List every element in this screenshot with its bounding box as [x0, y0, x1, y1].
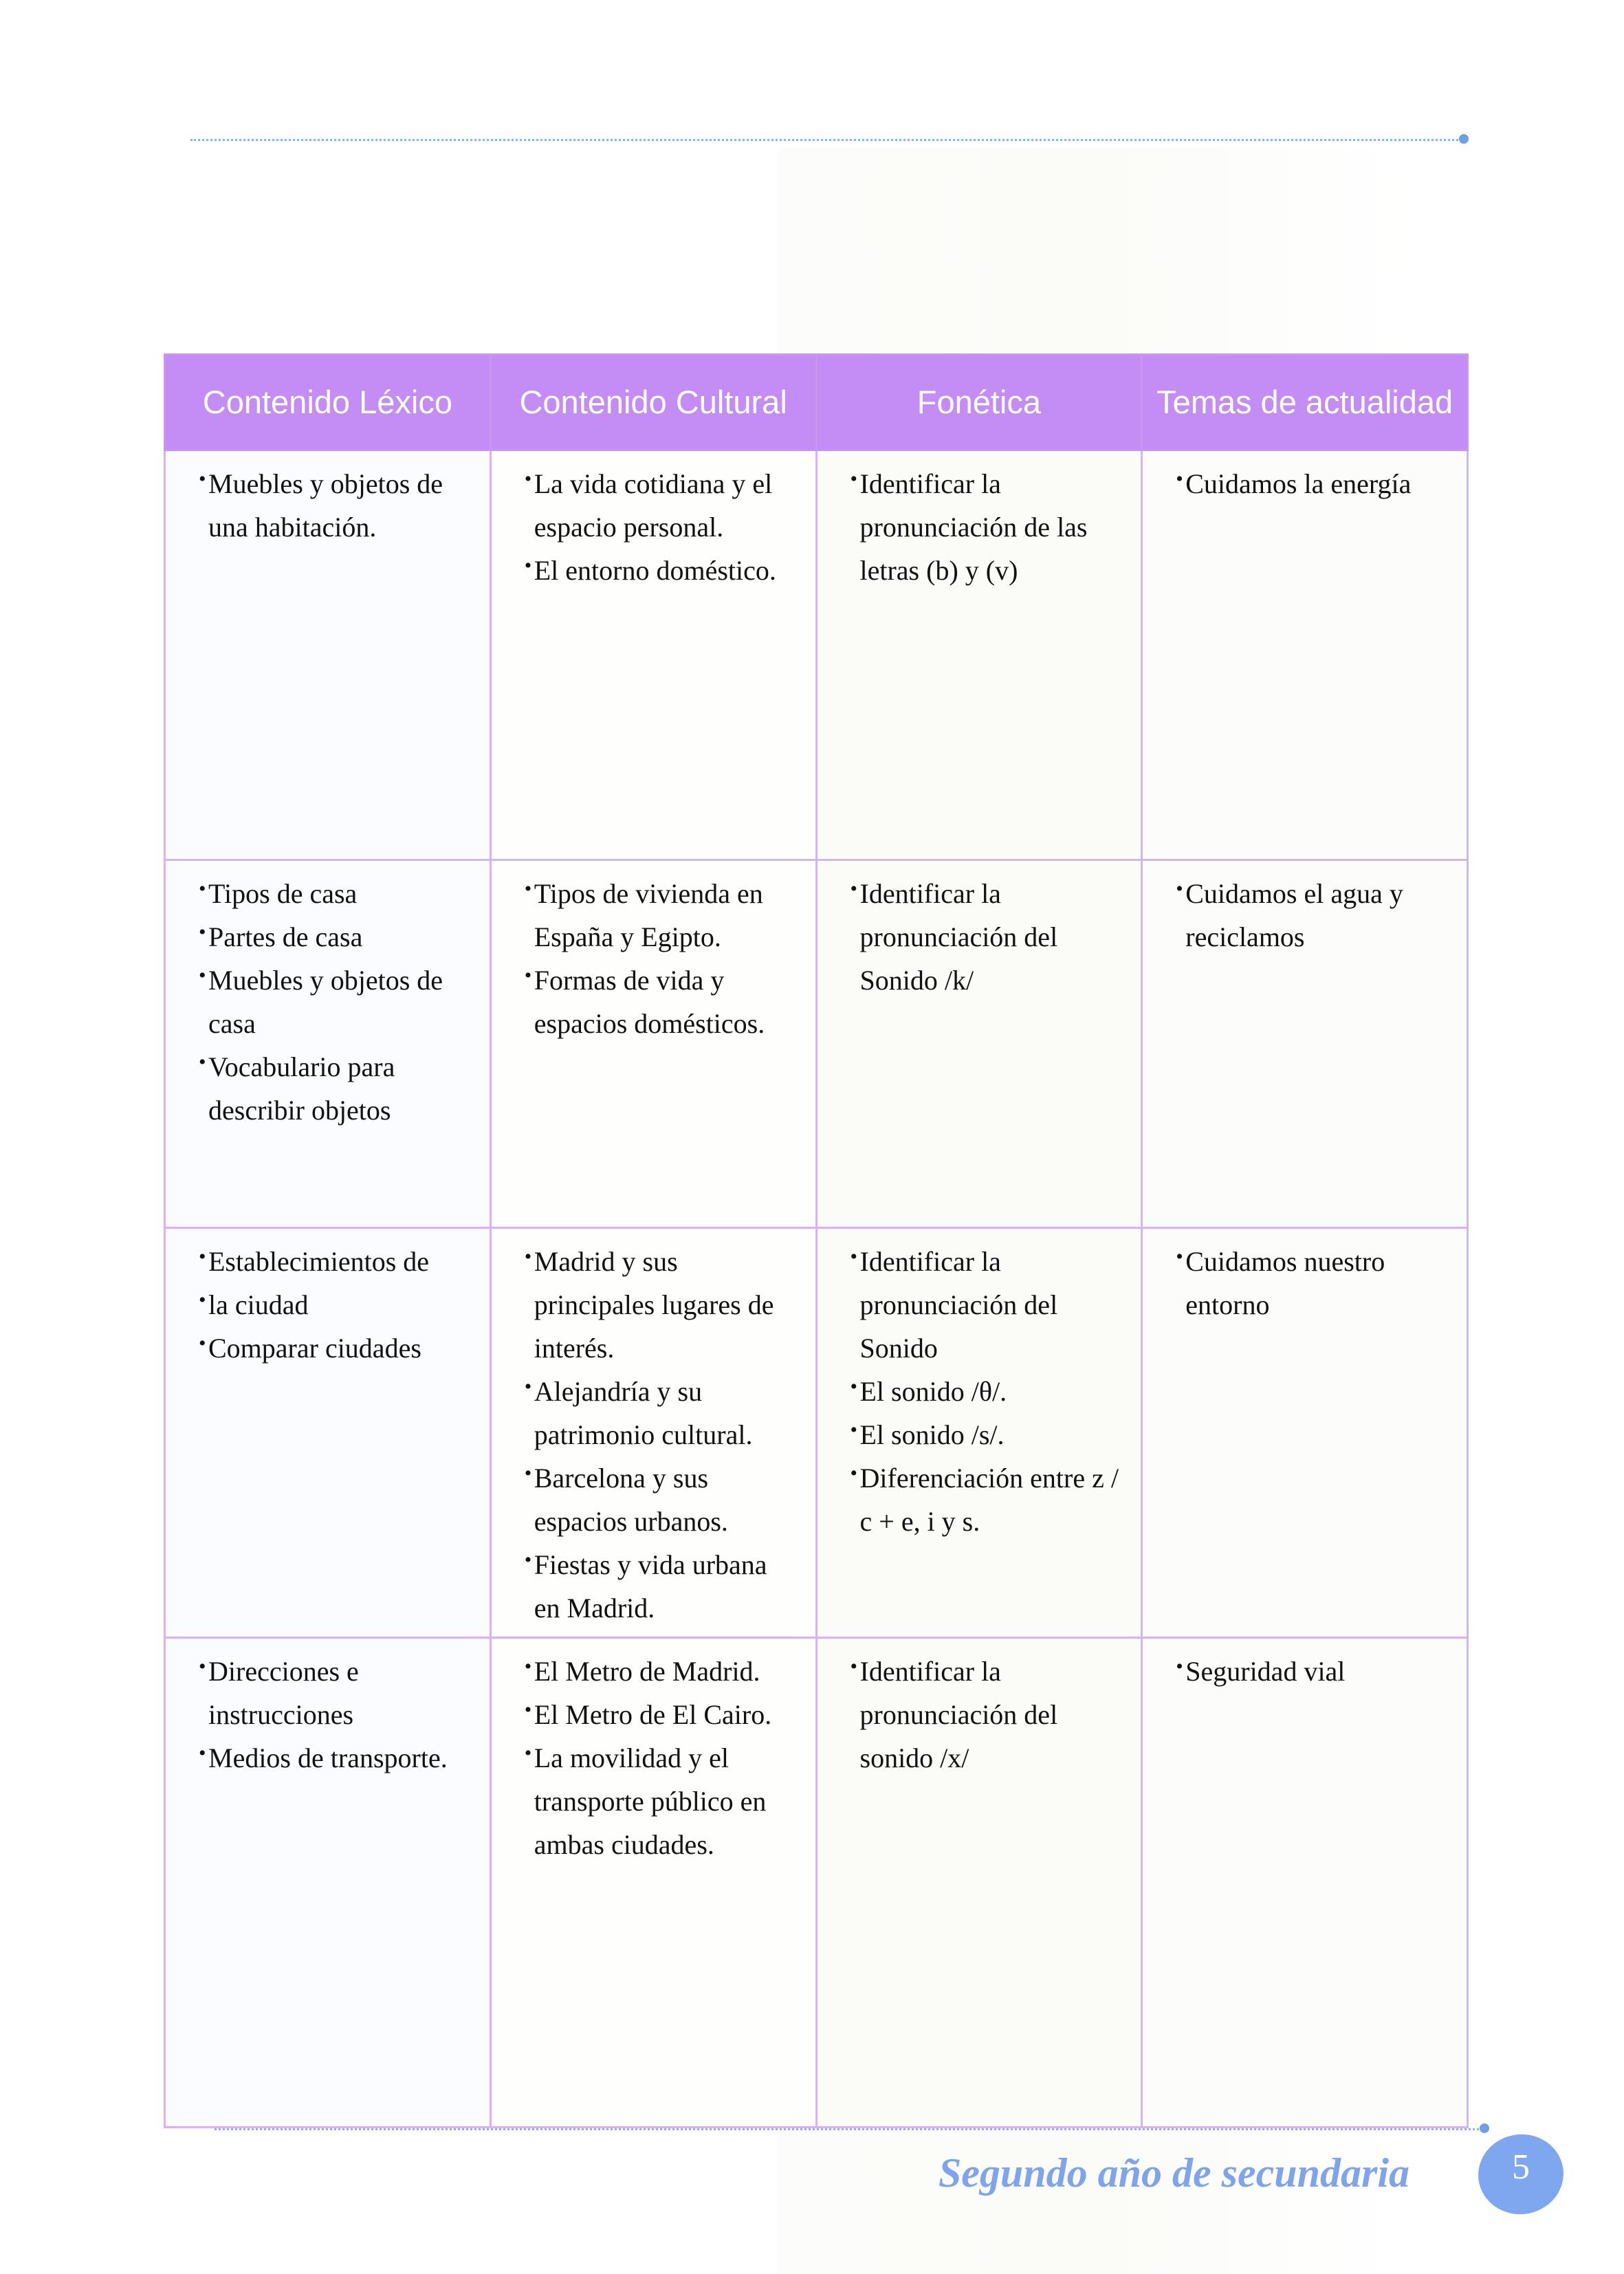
list-item	[841, 872, 1125, 1002]
list-item-text: Identificar la pronunciación del sonido /x/	[859, 1656, 1058, 1773]
list-item	[189, 915, 473, 959]
header-temas-actualidad: Temas de actualidad	[1142, 355, 1468, 450]
bullet-list	[189, 462, 473, 549]
list-item-text: Seguridad vial	[1185, 1656, 1346, 1687]
cell-cultural	[490, 450, 816, 860]
header-row	[165, 355, 1468, 450]
list-item-text: Identificar la pronunciación de las letras (b) y (v)	[859, 468, 1088, 586]
list-item-text: Barcelona y sus espacios urbanos.	[534, 1463, 728, 1537]
bullet-list	[189, 1650, 473, 1780]
list-item	[515, 872, 799, 959]
bullet-dot-icon: •	[199, 1332, 206, 1355]
bullet-dot-icon: •	[850, 1655, 858, 1678]
list-item	[515, 959, 799, 1045]
bullet-dot-icon: •	[524, 1375, 532, 1398]
list-item	[841, 1650, 1125, 1780]
cell-actualidad	[1142, 860, 1468, 1228]
cell-lexico	[165, 450, 491, 860]
list-item	[515, 1650, 799, 1693]
bullet-list	[515, 1650, 799, 1866]
list-item-text: Muebles y objetos de una habitación.	[208, 468, 443, 543]
cell-lexico	[165, 1228, 491, 1638]
list-item-text: Direcciones e instrucciones	[208, 1656, 359, 1730]
list-item	[189, 1326, 473, 1370]
list-item	[1166, 872, 1450, 959]
list-item	[841, 1370, 1125, 1413]
cell-fonetica	[816, 450, 1142, 860]
list-item-text: Cuidamos nuestro entorno	[1185, 1246, 1385, 1320]
top-rule-dot	[1459, 134, 1469, 144]
list-item	[189, 872, 473, 915]
bullet-list	[515, 462, 799, 592]
list-item-text: El Metro de El Cairo.	[534, 1699, 772, 1730]
bullet-dot-icon: •	[850, 1245, 858, 1268]
list-item-text: El sonido /s/.	[859, 1419, 1005, 1450]
bullet-list	[515, 1240, 799, 1630]
list-item-text: Cuidamos la energía	[1185, 468, 1412, 499]
list-item	[1166, 1240, 1450, 1326]
bullet-dot-icon: •	[850, 468, 858, 490]
bullet-dot-icon: •	[850, 1375, 858, 1398]
bullet-list	[1166, 1240, 1450, 1326]
list-item-text: Alejandría y su patrimonio cultural.	[534, 1376, 753, 1450]
bullet-list	[841, 1240, 1125, 1543]
bullet-dot-icon: •	[199, 964, 206, 987]
list-item-text: la ciudad	[208, 1289, 309, 1320]
footer-title: Segundo año de secundaria	[938, 2150, 1409, 2196]
bullet-dot-icon: •	[199, 468, 206, 490]
list-item	[515, 462, 799, 549]
list-item-text: El entorno doméstico.	[534, 555, 776, 586]
header-fonetica: Fonética	[816, 355, 1142, 450]
cell-actualidad	[1142, 1228, 1468, 1638]
table-row	[165, 1638, 1468, 2128]
list-item-text: La vida cotidiana y el espacio personal.	[534, 468, 773, 543]
list-item	[841, 1413, 1125, 1456]
list-item-text: Formas de vida y espacios domésticos.	[534, 965, 765, 1039]
bullet-dot-icon: •	[199, 1289, 206, 1311]
bullet-dot-icon: •	[199, 921, 206, 943]
list-item-text: La movilidad y el transporte público en ambas ciudades.	[534, 1742, 767, 1860]
cell-lexico	[165, 860, 491, 1228]
list-item	[1166, 1650, 1450, 1693]
bullet-dot-icon: •	[524, 877, 532, 900]
header-contenido-cultural: Contenido Cultural	[490, 355, 816, 450]
list-item-text: Establecimientos de	[208, 1246, 430, 1277]
bullet-dot-icon: •	[524, 468, 532, 490]
cell-actualidad	[1142, 1638, 1468, 2128]
bullet-dot-icon: •	[524, 1549, 532, 1571]
list-item	[189, 1045, 473, 1132]
bottom-rule-dot	[1480, 2123, 1489, 2133]
bullet-dot-icon: •	[524, 964, 532, 987]
bullet-dot-icon: •	[524, 554, 532, 577]
bullet-dot-icon: •	[1176, 468, 1183, 490]
cell-cultural	[490, 1228, 816, 1638]
cell-cultural	[490, 1638, 816, 2128]
list-item	[515, 1693, 799, 1736]
bullet-dot-icon: •	[524, 1742, 532, 1764]
list-item	[515, 1543, 799, 1630]
list-item-text: El Metro de Madrid.	[534, 1656, 760, 1687]
list-item	[189, 1283, 473, 1326]
list-item-text: Identificar la pronunciación del Sonido /k/	[859, 878, 1058, 996]
table-row	[165, 450, 1468, 860]
list-item-text: Partes de casa	[208, 921, 363, 952]
bullet-dot-icon: •	[1176, 877, 1183, 900]
list-item	[515, 1240, 799, 1370]
cell-cultural	[490, 860, 816, 1228]
list-item	[841, 462, 1125, 592]
bullet-dot-icon: •	[524, 1698, 532, 1721]
bottom-dotted-rule	[215, 2128, 1483, 2130]
cell-actualidad	[1142, 450, 1468, 860]
list-item	[515, 1370, 799, 1456]
bullet-list	[841, 462, 1125, 592]
top-dotted-rule	[190, 139, 1462, 141]
bullet-dot-icon: •	[199, 1742, 206, 1764]
bullet-dot-icon: •	[1176, 1655, 1183, 1678]
bullet-list	[515, 872, 799, 1045]
bullet-dot-icon: •	[199, 877, 206, 900]
list-item	[515, 1736, 799, 1866]
bullet-dot-icon: •	[524, 1655, 532, 1678]
bullet-dot-icon: •	[850, 1419, 858, 1441]
bullet-dot-icon: •	[199, 1245, 206, 1268]
cell-fonetica	[816, 1638, 1142, 2128]
list-item-text: Muebles y objetos de casa	[208, 965, 443, 1039]
page-number: 5	[1512, 2147, 1530, 2187]
list-item-text: Medios de transporte.	[208, 1742, 448, 1773]
list-item	[189, 1240, 473, 1283]
header-contenido-lexico: Contenido Léxico	[165, 355, 491, 450]
list-item-text: Madrid y sus principales lugares de interés.	[534, 1246, 774, 1364]
table-row	[165, 860, 1468, 1228]
bullet-dot-icon: •	[199, 1051, 206, 1073]
list-item-text: Fiestas y vida urbana en Madrid.	[534, 1549, 767, 1623]
list-item-text: Cuidamos el agua y reciclamos	[1185, 878, 1403, 952]
list-item	[515, 1456, 799, 1543]
list-item-text: Tipos de casa	[208, 878, 358, 909]
bullet-dot-icon: •	[524, 1245, 532, 1268]
syllabus-table	[164, 353, 1469, 2128]
list-item-text: Comparar ciudades	[208, 1333, 421, 1364]
cell-lexico	[165, 1638, 491, 2128]
list-item-text: Tipos de vivienda en España y Egipto.	[534, 878, 763, 952]
list-item	[515, 549, 799, 592]
bullet-list	[189, 872, 473, 1132]
list-item	[841, 1456, 1125, 1543]
list-item-text: Vocabulario para describir objetos	[208, 1051, 395, 1126]
list-item	[189, 959, 473, 1045]
bullet-dot-icon: •	[850, 877, 858, 900]
cell-fonetica	[816, 860, 1142, 1228]
list-item	[189, 462, 473, 549]
list-item-text: Diferenciación entre z / c + e, i y s.	[859, 1463, 1119, 1537]
bullet-list	[1166, 872, 1450, 959]
bullet-dot-icon: •	[524, 1462, 532, 1485]
bullet-dot-icon: •	[199, 1655, 206, 1678]
bullet-list	[189, 1240, 473, 1370]
bullet-dot-icon: •	[1176, 1245, 1183, 1268]
list-item	[1166, 462, 1450, 505]
list-item-text: El sonido /θ/.	[859, 1376, 1007, 1407]
list-item	[841, 1240, 1125, 1370]
list-item-text: Identificar la pronunciación del Sonido	[859, 1246, 1058, 1364]
bullet-list	[1166, 1650, 1450, 1693]
table-row	[165, 1228, 1468, 1638]
bullet-list	[1166, 462, 1450, 505]
bullet-list	[841, 1650, 1125, 1780]
bullet-list	[841, 872, 1125, 1002]
list-item	[189, 1650, 473, 1736]
list-item	[189, 1736, 473, 1780]
bullet-dot-icon: •	[850, 1462, 858, 1485]
cell-fonetica	[816, 1228, 1142, 1638]
table-body	[165, 450, 1468, 2128]
